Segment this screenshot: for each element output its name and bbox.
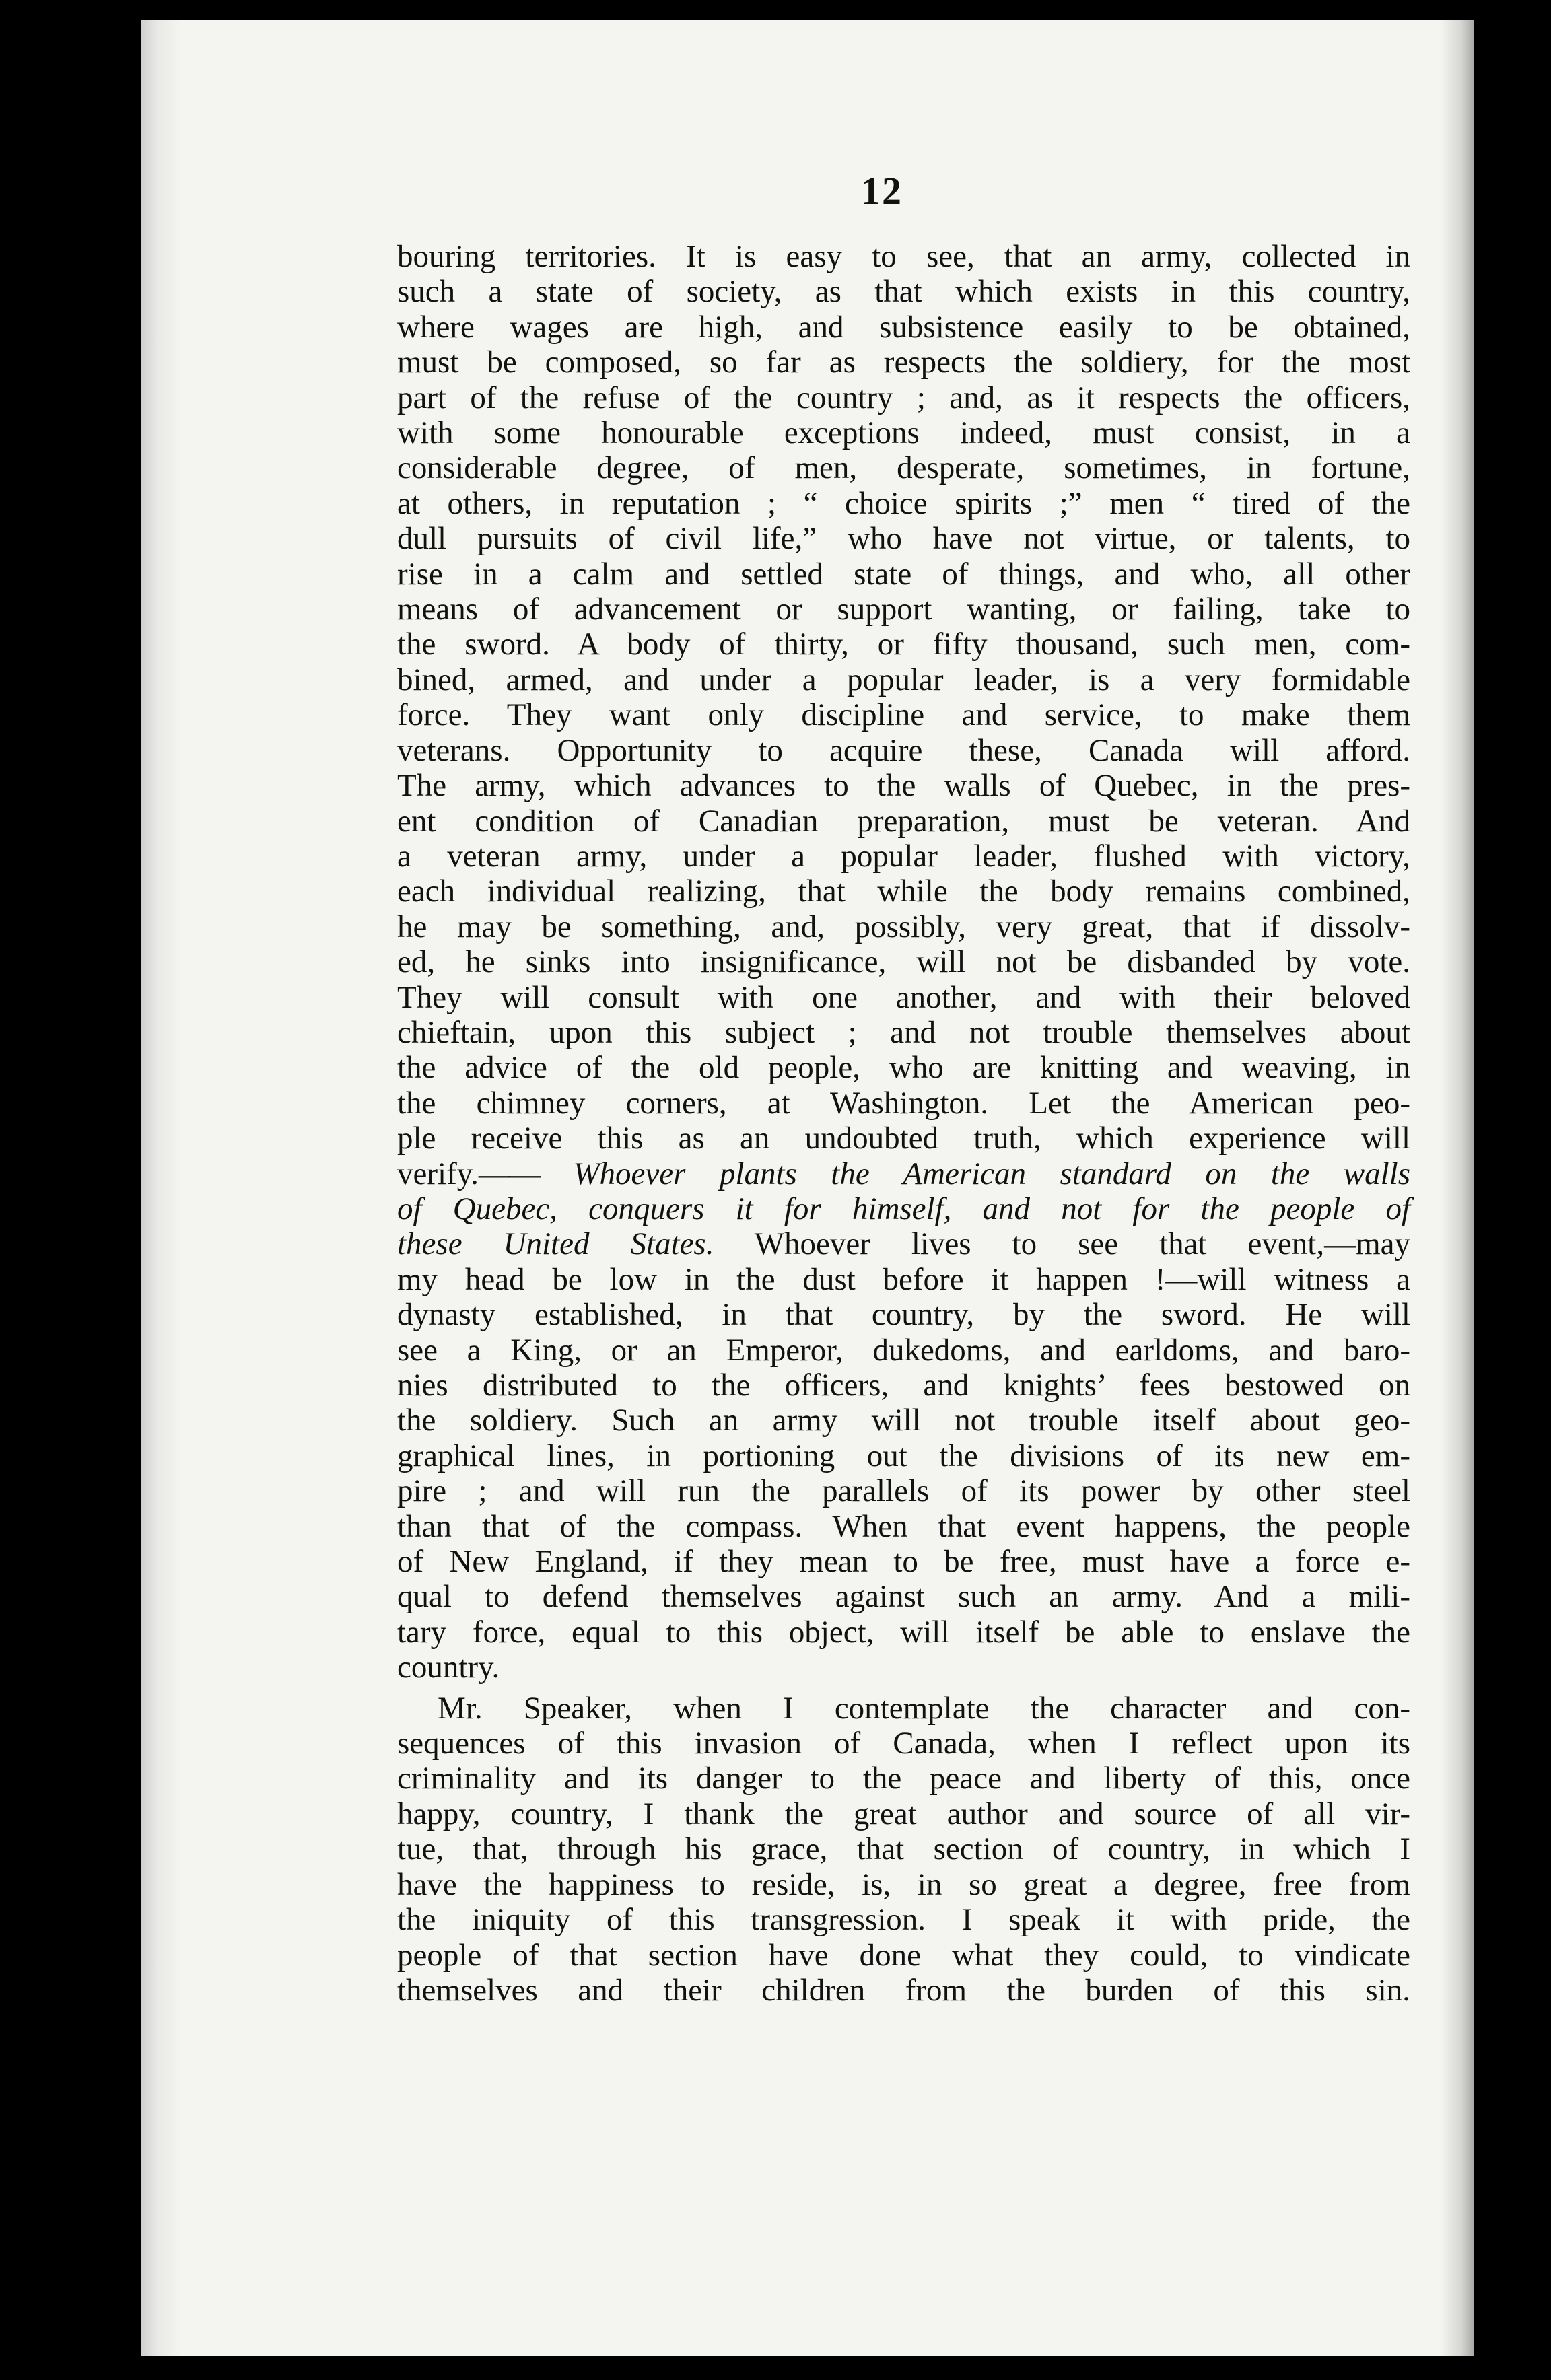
text-line: such a state of society, as that which exists in this country,: [397, 274, 1410, 310]
italic-quote: these United States.: [397, 1226, 714, 1262]
text-line: means of advancement or support wanting, or failing, take to: [397, 592, 1410, 627]
text-line: the chimney corners, at Washington. Let the American peo-: [397, 1085, 1410, 1121]
text-line: considerable degree, of men, desperate, sometimes, in fortune,: [397, 450, 1410, 486]
italic-line: [397, 1226, 1410, 1261]
text-line: country.: [397, 1650, 500, 1685]
text-line: rise in a calm and settled state of things, and who, all other: [397, 556, 1410, 592]
text-line: ed, he sinks into insignificance, will not be disbanded by vote.: [397, 944, 1410, 980]
text-line: he may be something, and, possibly, very great, that if dissolv-: [397, 909, 1410, 944]
text-line: veterans. Opportunity to acquire these, Canada will afford.: [397, 732, 1410, 768]
text-line: bined, armed, and under a popular leader, is a very formidable: [397, 662, 1410, 697]
text-line: see a King, or an Emperor, dukedoms, and earldoms, and baro-: [397, 1332, 1410, 1368]
paragraph-1: [397, 239, 1410, 1685]
text-line: of New England, if they mean to be free, must have a force e-: [397, 1544, 1410, 1580]
text-line: dynasty established, in that country, by the sword. He will: [397, 1297, 1410, 1333]
text-run: Whoever lives to see that event,—may: [754, 1226, 1410, 1262]
text-line: my head be low in the dust before it happen !—will witness a: [397, 1261, 1410, 1297]
page-edge: [1441, 20, 1474, 2356]
text-line: nies distributed to the officers, and knights’ fees bestowed on: [397, 1368, 1410, 1403]
text-line: tary force, equal to this object, will itself be able to enslave the: [397, 1614, 1410, 1650]
text-line: They will consult with one another, and with their beloved: [397, 979, 1410, 1015]
text-line: chieftain, upon this subject ; and not trouble themselves about: [397, 1014, 1410, 1050]
italic-quote: of Quebec, conquers it for himself, and not for the people of: [397, 1191, 1410, 1226]
text-line: than that of the compass. When that event happens, the people: [397, 1508, 1410, 1544]
text-line: each individual realizing, that while the body remains combined,: [397, 874, 1410, 909]
text-line: ent condition of Canadian preparation, must be veteran. And: [397, 803, 1410, 839]
body-text: [397, 239, 1410, 2008]
text-line: a veteran army, under a popular leader, flushed with victory,: [397, 838, 1410, 874]
text-line: bouring territories. It is easy to see, that an army, collected in: [397, 239, 1410, 274]
text-line: where wages are high, and subsistence easily to be obtained,: [397, 309, 1410, 345]
text-line: qual to defend themselves against such an army. And a mili-: [397, 1579, 1410, 1615]
text-line: the soldiery. Such an army will not trouble itself about geo-: [397, 1403, 1410, 1438]
text-line: sequences of this invasion of Canada, when I reflect upon its: [397, 1726, 1410, 1761]
text-line: the sword. A body of thirty, or fifty thousand, such men, com-: [397, 627, 1410, 662]
text-line: have the happiness to reside, is, in so great a degree, free from: [397, 1866, 1410, 1902]
italic-line: [397, 1156, 1410, 1191]
text-line: happy, country, I thank the great author and source of all vir-: [397, 1796, 1410, 1831]
text-line: the iniquity of this transgression. I speak it with pride, the: [397, 1902, 1410, 1938]
text-line: The army, which advances to the walls of Quebec, in the pres-: [397, 768, 1410, 804]
text-line: graphical lines, in portioning out the divisions of its new em-: [397, 1438, 1410, 1473]
text-line: themselves and their children from the burden of this sin.: [397, 1972, 1410, 2008]
text-line: ple receive this as an undoubted truth, which experience will: [397, 1121, 1410, 1156]
text-line: people of that section have done what they could, to vindicate: [397, 1937, 1410, 1973]
page-gutter: [141, 20, 182, 2356]
em-dash: ——: [478, 1156, 539, 1191]
text-line: must be composed, so far as respects the soldiery, for the most: [397, 345, 1410, 380]
text-line: with some honourable exceptions indeed, must consist, in a: [397, 415, 1410, 451]
text-line: part of the refuse of the country ; and, as it respects the officers,: [397, 380, 1410, 415]
text-line: criminality and its danger to the peace and liberty of this, once: [397, 1761, 1410, 1796]
page-number: 12: [861, 169, 903, 213]
text-line: the advice of the old people, who are knitting and weaving, in: [397, 1050, 1410, 1086]
text-line: Mr. Speaker, when I contemplate the character and con-: [438, 1690, 1410, 1726]
italic-line: [397, 1191, 1410, 1226]
italic-quote: Whoever plants the American standard on the walls: [573, 1156, 1411, 1191]
paragraph-2: [397, 1691, 1410, 2008]
verify-word: verify.: [397, 1156, 479, 1191]
text-line: force. They want only discipline and service, to make them: [397, 697, 1410, 733]
text-line: at others, in reputation ; “ choice spirits ;” men “ tired of the: [397, 485, 1410, 521]
text-line: pire ; and will run the parallels of its power by other steel: [397, 1473, 1410, 1509]
text-line: tue, that, through his grace, that section of country, in which I: [397, 1831, 1410, 1867]
text-line: dull pursuits of civil life,” who have not virtue, or talents, to: [397, 521, 1410, 557]
